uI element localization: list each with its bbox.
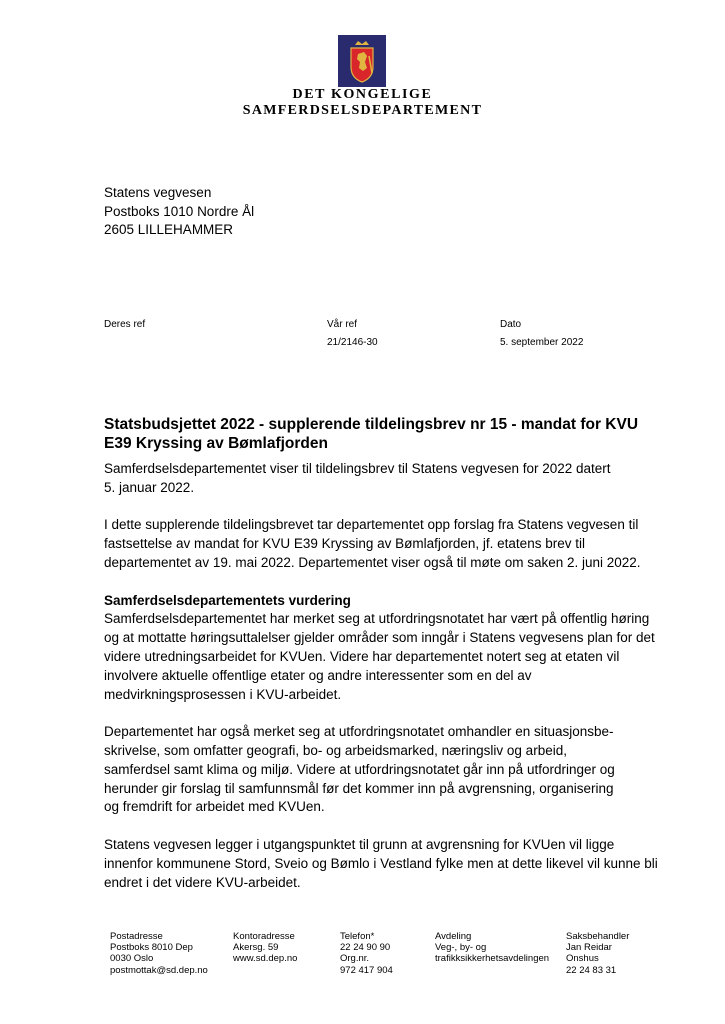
dato-label: Dato <box>500 319 522 330</box>
footer-cell: Org.nr. <box>340 953 370 965</box>
letter-title: Statsbudsjettet 2022 - supplerende tildelingsbrev nr 15 - mandat for KVU E39 Kryssing av Bømlafjorden <box>104 416 639 452</box>
footer-saksbehandler <box>566 931 629 976</box>
footer-telefon <box>340 931 393 976</box>
paragraph-2: I dette supplerende tildelingsbrevet tar departementet opp forslag fra Statens vegvesen til fastsettelse av mandat for KVU E39 Kryssing av Bømlafjorden, jf. etatens brev til departementet av 19. mai 2022. Departementet viser også til møte om saken 2. juni 2022. <box>104 517 641 570</box>
footer-cell: Kontoradresse <box>233 931 295 942</box>
department-name-line1: DET KONGELIGE <box>292 87 433 102</box>
footer-avdeling <box>435 931 549 965</box>
section-heading: Samferdselsdepartementets vurdering <box>104 592 351 608</box>
paragraph-3: Samferdselsdepartementet har merket seg at utfordringsnotatet har vært på offentlig høring og at mottatte høringsuttalelser gjelder områder som inngår i Statens vegvesens plan for det videre utredningsarbeidet for KVUen. Videre har departementet notert seg at etaten vil involvere aktuelle offentlige etater og andre interessenter som en del av medvirkningsprosessen i KVU-arbeidet. <box>104 611 655 702</box>
footer-cell: 972 417 904 <box>340 964 393 976</box>
department-name-line2: SAMFERDSELSDEPARTEMENT <box>242 103 483 118</box>
deres-ref-label: Deres ref <box>104 319 146 330</box>
dato-value: 5. september 2022 <box>500 337 584 348</box>
footer-cell: Telefon* <box>340 931 375 942</box>
footer-cell: Avdeling <box>435 931 472 942</box>
var-ref-label: Vår ref <box>327 319 358 330</box>
royal-crest-icon <box>338 35 386 87</box>
footer-cell: 0030 Oslo <box>110 953 154 965</box>
letter-body <box>104 460 724 911</box>
recipient-name: Statens vegvesen <box>104 185 212 200</box>
footer-cell: Postadresse <box>110 931 163 942</box>
recipient-city: 2605 LILLEHAMMER <box>104 222 234 237</box>
footer-cell: Jan Reidar <box>566 942 612 954</box>
footer-postadresse <box>110 931 208 976</box>
footer-cell: Akersg. 59 <box>233 942 279 954</box>
recipient-street: Postboks 1010 Nordre Ål <box>104 203 255 219</box>
footer-cell: Postboks 8010 Dep <box>110 942 193 954</box>
paragraph-4: Departementet har også merket seg at utfordringsnotatet omhandler en situasjonsbe-skrivelse, som omfatter geografi, bo- og arbeidsmarked, næringsliv og arbeid, samferdsel samt klima og miljø. Videre at utfordringsnotatet går inn på utfordringer og herunder gir forslag til samfunnsmål før det kommer inn på avgrensning, organisering og fremdrift for arbeidet med KVUen. <box>104 724 615 815</box>
footer-cell: postmottak@sd.dep.no <box>110 964 208 976</box>
footer-cell: Saksbehandler <box>566 931 630 942</box>
recipient-address <box>104 184 254 240</box>
footer-cell: 22 24 83 31 <box>566 964 617 976</box>
paragraph-5: Statens vegvesen legger i utgangspunktet til grunn at avgrensning for KVUen vil ligge innenfor kommunene Stord, Sveio og Bømlo i Vestland fylke men at dette likevel vil kunne bli endret i det videre KVU-arbeidet. <box>104 836 658 890</box>
footer-cell: trafikksikkerhetsavdelingen <box>435 953 550 965</box>
footer-cell: Veg-, by- og <box>435 942 487 954</box>
footer-cell: 22 24 90 90 <box>340 942 391 954</box>
var-ref-value: 21/2146-30 <box>327 337 378 348</box>
footer-cell: Onshus <box>566 953 599 965</box>
footer-kontoradresse <box>233 931 297 965</box>
paragraph-1: Samferdselsdepartementet viser til tildelingsbrev til Statens vegvesen for 2022 datert 5. januar 2022. <box>104 461 611 495</box>
footer-cell: www.sd.dep.no <box>233 953 298 965</box>
